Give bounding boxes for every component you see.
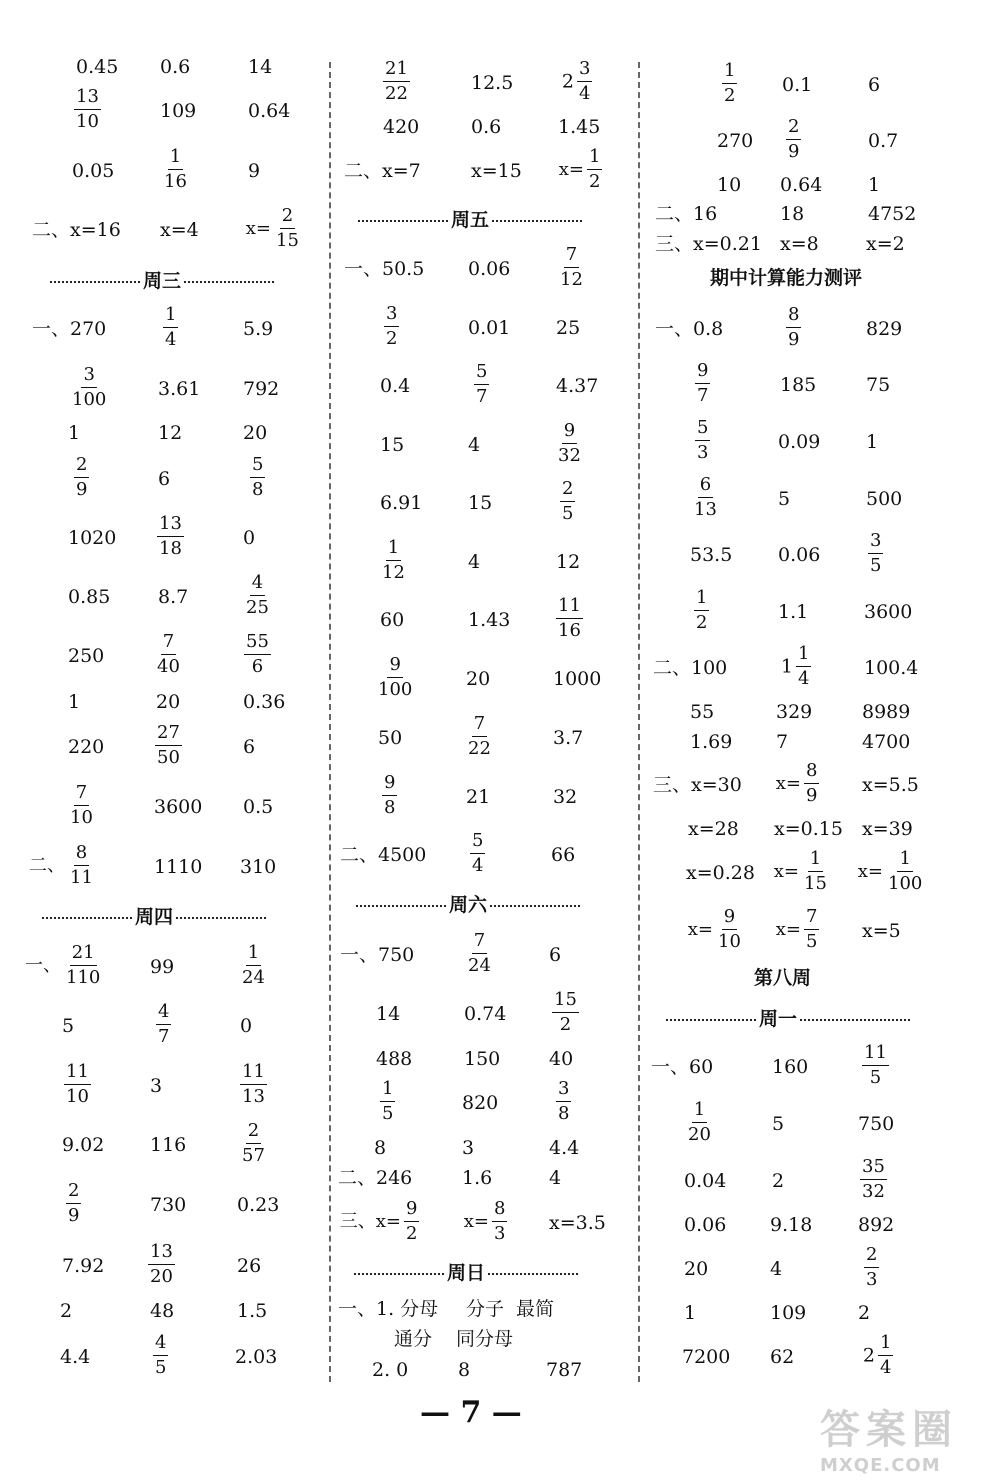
answer-item: 9.02 — [62, 1134, 105, 1156]
answer-item: 2.03 — [235, 1346, 278, 1368]
answer-item: 730 — [150, 1194, 187, 1216]
section-header-monday: 周一 — [666, 1010, 910, 1029]
answer-item: 270 — [717, 130, 754, 152]
answer-item: 116 — [150, 1134, 187, 1156]
answer-item: 20 — [156, 691, 181, 713]
answer-item: 6 — [158, 468, 171, 490]
answer-item: 一、270 — [32, 318, 107, 340]
answer-item: 0.4 — [380, 375, 411, 397]
fraction: $\frac{5}{7}$ — [476, 361, 488, 407]
answer-item: 9.18 — [770, 1214, 813, 1236]
answer-item: 2 — [60, 1300, 73, 1322]
section-header-sunday: 周日 — [354, 1264, 578, 1283]
answer-item: 10 — [717, 174, 742, 196]
answer-item: x=0.28 — [686, 862, 755, 884]
fraction: $\frac{1}{4}$ — [165, 304, 177, 350]
section-header-thursday: 周四 — [42, 908, 266, 927]
fraction: $\frac{4}{25}$ — [246, 572, 269, 618]
fraction: $\frac{2}{3}$ — [866, 1244, 878, 1290]
answer-item: 4 — [770, 1258, 783, 1280]
answer-item: 4752 — [868, 203, 917, 225]
fraction: $\frac{13}{20}$ — [150, 1241, 173, 1287]
answer-item: 1.69 — [690, 731, 733, 753]
answer-item: 分子 — [466, 1298, 505, 1320]
answer-item: 66 — [551, 844, 576, 866]
fraction: $\frac{11}{10}$ — [66, 1061, 89, 1107]
answer-item: 2 — [772, 1170, 785, 1192]
fraction: $\frac{2}{9}$ — [68, 1180, 80, 1226]
answer-item: 3.61 — [158, 378, 201, 400]
fraction: $\frac{2}{9}$ — [76, 454, 88, 500]
answer-item: 3.7 — [553, 727, 584, 749]
answer-item: 55 — [690, 701, 715, 723]
answer-item: 1 — [868, 174, 881, 196]
answer-item: 0.23 — [237, 1194, 280, 1216]
answer-item: 40 — [549, 1048, 574, 1070]
answer-item: 6 — [549, 944, 562, 966]
fraction: $\frac{7}{24}$ — [468, 930, 491, 976]
fraction: $\frac{1}{5}$ — [382, 1078, 394, 1124]
answer-item: 0.06 — [468, 258, 511, 280]
fraction: 2 1 4 — [862, 1332, 892, 1378]
answer-item: x=5.5 — [862, 774, 919, 796]
answer-item: 185 — [780, 374, 817, 396]
answer-item: 三、x=30 — [653, 774, 742, 796]
answer-item: 一、60 — [651, 1056, 714, 1078]
answer-item: 26 — [237, 1255, 262, 1277]
answer-item: 100.4 — [864, 657, 919, 679]
answer-item: 3600 — [154, 796, 203, 818]
answer-item: 5 — [772, 1113, 785, 1135]
answer-item: 12.5 — [471, 72, 514, 94]
watermark-logo: 答案圈 MXQE.COM — [820, 1407, 958, 1476]
answer-item: 0.74 — [464, 1003, 507, 1025]
answer-item: 787 — [546, 1359, 583, 1381]
answer-item: 三、x=0.21 — [655, 233, 762, 255]
section-title-midterm: 期中计算能力测评 — [710, 267, 863, 289]
answer-item: 4.37 — [556, 375, 599, 397]
fraction: $\frac{27}{50}$ — [157, 722, 180, 768]
answer-item: 0.06 — [778, 544, 821, 566]
answer-item: 75 — [866, 374, 891, 396]
answer-item: 892 — [858, 1214, 895, 1236]
fraction: $\frac{9}{32}$ — [558, 420, 581, 466]
answer-item: 32 — [553, 786, 578, 808]
answer-item: 1 — [68, 691, 81, 713]
answer-item: 0.45 — [76, 56, 119, 78]
fraction: $\frac{9}{100}$ — [378, 654, 413, 700]
answer-item: 150 — [464, 1048, 501, 1070]
fraction: $\frac{15}{2}$ — [554, 989, 577, 1035]
answer-item: 0.36 — [243, 691, 286, 713]
answer-item: 7.92 — [62, 1255, 105, 1277]
answer-item: 1020 — [68, 527, 117, 549]
answer-item: 5 — [778, 488, 791, 510]
answer-item: 8 — [458, 1359, 471, 1381]
answer-item: 109 — [770, 1302, 807, 1324]
answer-item: 6 — [868, 74, 881, 96]
answer-item: 250 — [68, 645, 105, 667]
answer-item: 一、0.8 — [655, 318, 724, 340]
fraction: $\frac{2}{5}$ — [562, 478, 574, 524]
answer-item: x=3.5 — [549, 1212, 606, 1234]
answer-item: 420 — [383, 116, 420, 138]
section-header-saturday: 周六 — [356, 896, 580, 915]
answer-item: 50 — [378, 727, 403, 749]
answer-item: x=28 — [688, 818, 739, 840]
fraction: $\frac{9}{7}$ — [697, 360, 709, 406]
answer-item: 62 — [770, 1346, 795, 1368]
answer-item: 6.91 — [380, 492, 423, 514]
answer-item: 3600 — [864, 601, 913, 623]
answer-item: 750 — [858, 1113, 895, 1135]
fraction: $\frac{5}{4}$ — [472, 830, 484, 876]
fraction: 三、x= 9 2 — [339, 1198, 418, 1244]
answer-item: x=2 — [866, 233, 905, 255]
answer-item: 21 — [466, 786, 491, 808]
fraction: $\frac{3}{100}$ — [72, 364, 107, 410]
answer-item: 二、x=16 — [32, 219, 121, 241]
fraction: 一、 21 110 — [25, 942, 101, 988]
answer-item: 1.5 — [237, 1300, 268, 1322]
fraction: $\frac{7}{22}$ — [468, 713, 491, 759]
fraction: $\frac{1}{16}$ — [164, 146, 187, 192]
fraction: $\frac{4}{5}$ — [155, 1332, 167, 1378]
answer-item: 15 — [380, 434, 405, 456]
fraction: $\frac{11}{13}$ — [242, 1061, 265, 1107]
fraction: $\frac{55}{6}$ — [246, 631, 269, 677]
answer-item: 0.6 — [160, 56, 191, 78]
fraction: $\frac{7}{12}$ — [560, 244, 583, 290]
fraction: $\frac{3}{5}$ — [870, 530, 882, 576]
answer-item: 310 — [240, 856, 277, 878]
answer-item: 14 — [248, 56, 273, 78]
answer-item: x=8 — [780, 233, 819, 255]
answer-item: 0.64 — [248, 100, 291, 122]
answer-item: 829 — [866, 318, 903, 340]
section-header-wednesday: 周三 — [50, 272, 274, 291]
answer-item: 220 — [68, 736, 105, 758]
answer-item: 二、x=7 — [344, 160, 421, 182]
answer-item: 2. 0 — [372, 1359, 409, 1381]
answer-item: 1000 — [553, 668, 602, 690]
answer-item: 一、750 — [340, 944, 415, 966]
answer-item: 48 — [150, 1300, 175, 1322]
fraction: $\frac{8}{9}$ — [788, 304, 800, 350]
answer-item: 通分 — [394, 1328, 433, 1350]
fraction: $\frac{11}{16}$ — [558, 595, 581, 641]
answer-item: 60 — [380, 609, 405, 631]
page-number: — 7 — — [420, 1395, 522, 1430]
fraction: $\frac{1}{12}$ — [382, 537, 405, 583]
answer-item: 3 — [462, 1137, 475, 1159]
answer-item: 4 — [468, 434, 481, 456]
answer-item: x=0.15 — [774, 818, 843, 840]
answer-item: 9 — [248, 160, 261, 182]
answer-item: 1 — [866, 431, 879, 453]
answer-item: 5 — [62, 1015, 75, 1037]
fraction: 1 1 4 — [780, 643, 810, 689]
answer-item: 最简 — [516, 1298, 555, 1320]
answer-item: 500 — [866, 488, 903, 510]
fraction: $\frac{3}{2}$ — [386, 303, 398, 349]
answer-item: 99 — [150, 956, 175, 978]
fraction: $\frac{4}{7}$ — [158, 1001, 170, 1047]
answer-item: 0.7 — [868, 130, 899, 152]
answer-item: 0.09 — [778, 431, 821, 453]
section-title-week8: 第八周 — [754, 967, 812, 989]
fraction: $\frac{1}{24}$ — [242, 942, 265, 988]
answer-item: 4 — [468, 551, 481, 573]
answer-item: 一、50.5 — [344, 258, 425, 280]
answer-item: 0.6 — [471, 116, 502, 138]
answer-item: 792 — [243, 378, 280, 400]
answer-item: x=39 — [862, 818, 913, 840]
answer-item: 0 — [243, 527, 256, 549]
fraction: x= 8 3 — [463, 1198, 506, 1244]
answer-item: 7 — [776, 731, 789, 753]
answer-item: 488 — [376, 1048, 413, 1070]
fraction: $\frac{1}{20}$ — [688, 1099, 711, 1145]
answer-item: 109 — [160, 100, 197, 122]
fraction: $\frac{7}{40}$ — [157, 631, 180, 677]
fraction: $\frac{5}{3}$ — [697, 417, 709, 463]
answer-item: 20 — [466, 668, 491, 690]
answer-item: 8989 — [862, 701, 911, 723]
answer-item: 8.7 — [158, 586, 189, 608]
answer-item: 二、4500 — [340, 844, 427, 866]
fraction: $\frac{13}{18}$ — [159, 513, 182, 559]
answer-item: 0.01 — [468, 317, 511, 339]
fraction: $\frac{2}{57}$ — [242, 1120, 265, 1166]
answer-item: 15 — [468, 492, 493, 514]
answer-item: 1.6 — [462, 1167, 493, 1189]
column-divider-right — [638, 62, 640, 1382]
answer-item: 2 — [858, 1302, 871, 1324]
answer-item: 1.1 — [778, 601, 809, 623]
answer-item: 18 — [780, 203, 805, 225]
fraction: $\frac{21}{22}$ — [385, 58, 408, 104]
answer-item: 6 — [243, 736, 256, 758]
answer-item: 4700 — [862, 731, 911, 753]
answer-item: x=5 — [862, 920, 901, 942]
answer-item: 0.85 — [68, 586, 111, 608]
fraction: x= 1 2 — [558, 146, 601, 192]
answer-item: 53.5 — [690, 544, 733, 566]
fraction: x= 9 10 — [687, 906, 741, 952]
answer-item: 同分母 — [456, 1328, 514, 1350]
fraction: x= 8 9 — [775, 760, 818, 806]
column-divider-left — [329, 62, 331, 1382]
answer-item: 160 — [772, 1056, 809, 1078]
answer-item: 820 — [462, 1092, 499, 1114]
answer-item: 4 — [549, 1167, 562, 1189]
fraction: $\frac{5}{8}$ — [252, 454, 264, 500]
answer-item: x=4 — [160, 219, 199, 241]
fraction: $\frac{13}{10}$ — [76, 86, 99, 132]
answer-item: 0.06 — [684, 1214, 727, 1236]
answer-item: 0.5 — [243, 796, 274, 818]
answer-item: 1 — [68, 422, 81, 444]
answer-item: 1 — [684, 1302, 697, 1324]
fraction: $\frac{6}{13}$ — [694, 474, 717, 520]
answer-item: 二、100 — [653, 657, 728, 679]
answer-item: 1.43 — [468, 609, 511, 631]
answer-item: 3 — [150, 1075, 163, 1097]
fraction: 2 3 4 — [561, 58, 591, 104]
answer-item: 8 — [374, 1137, 387, 1159]
answer-item: 0.05 — [72, 160, 115, 182]
fraction: $\frac{35}{32}$ — [862, 1156, 885, 1202]
fraction: $\frac{9}{8}$ — [384, 772, 396, 818]
answer-item: 0.1 — [782, 74, 813, 96]
answer-item: 25 — [556, 317, 581, 339]
answer-item: 0.04 — [684, 1170, 727, 1192]
answer-item: 1110 — [154, 856, 203, 878]
fraction: $\frac{1}{2}$ — [696, 587, 708, 633]
answer-item: 20 — [243, 422, 268, 444]
fraction: 二、 8 11 — [29, 842, 93, 888]
answer-item: 329 — [776, 701, 813, 723]
fraction: $\frac{2}{9}$ — [788, 116, 800, 162]
answer-item: 4.4 — [549, 1137, 580, 1159]
section-header-friday: 周五 — [358, 211, 582, 230]
fraction: x= 1 15 — [773, 848, 827, 894]
answer-item: 二、246 — [338, 1167, 413, 1189]
fraction: $\frac{11}{5}$ — [864, 1042, 887, 1088]
answer-item: 14 — [376, 1003, 401, 1025]
answer-item: 7200 — [682, 1346, 731, 1368]
answer-item: 一、1. 分母 — [338, 1298, 439, 1320]
fraction: x= 2 15 — [245, 205, 299, 251]
answer-item: 5.9 — [243, 318, 274, 340]
answer-item: 0 — [240, 1015, 253, 1037]
fraction: $\frac{3}{8}$ — [558, 1078, 570, 1124]
fraction: x= 1 100 — [857, 848, 923, 894]
answer-item: 20 — [684, 1258, 709, 1280]
fraction: x= 7 5 — [775, 906, 818, 952]
answer-item: x=15 — [471, 160, 522, 182]
answer-item: 4.4 — [60, 1346, 91, 1368]
answer-item: 二、16 — [655, 203, 718, 225]
answer-item: 0.64 — [780, 174, 823, 196]
fraction: $\frac{1}{2}$ — [724, 60, 736, 106]
fraction: $\frac{7}{10}$ — [70, 782, 93, 828]
answer-item: 12 — [556, 551, 581, 573]
answer-item: 12 — [158, 422, 183, 444]
answer-item: 1.45 — [558, 116, 601, 138]
